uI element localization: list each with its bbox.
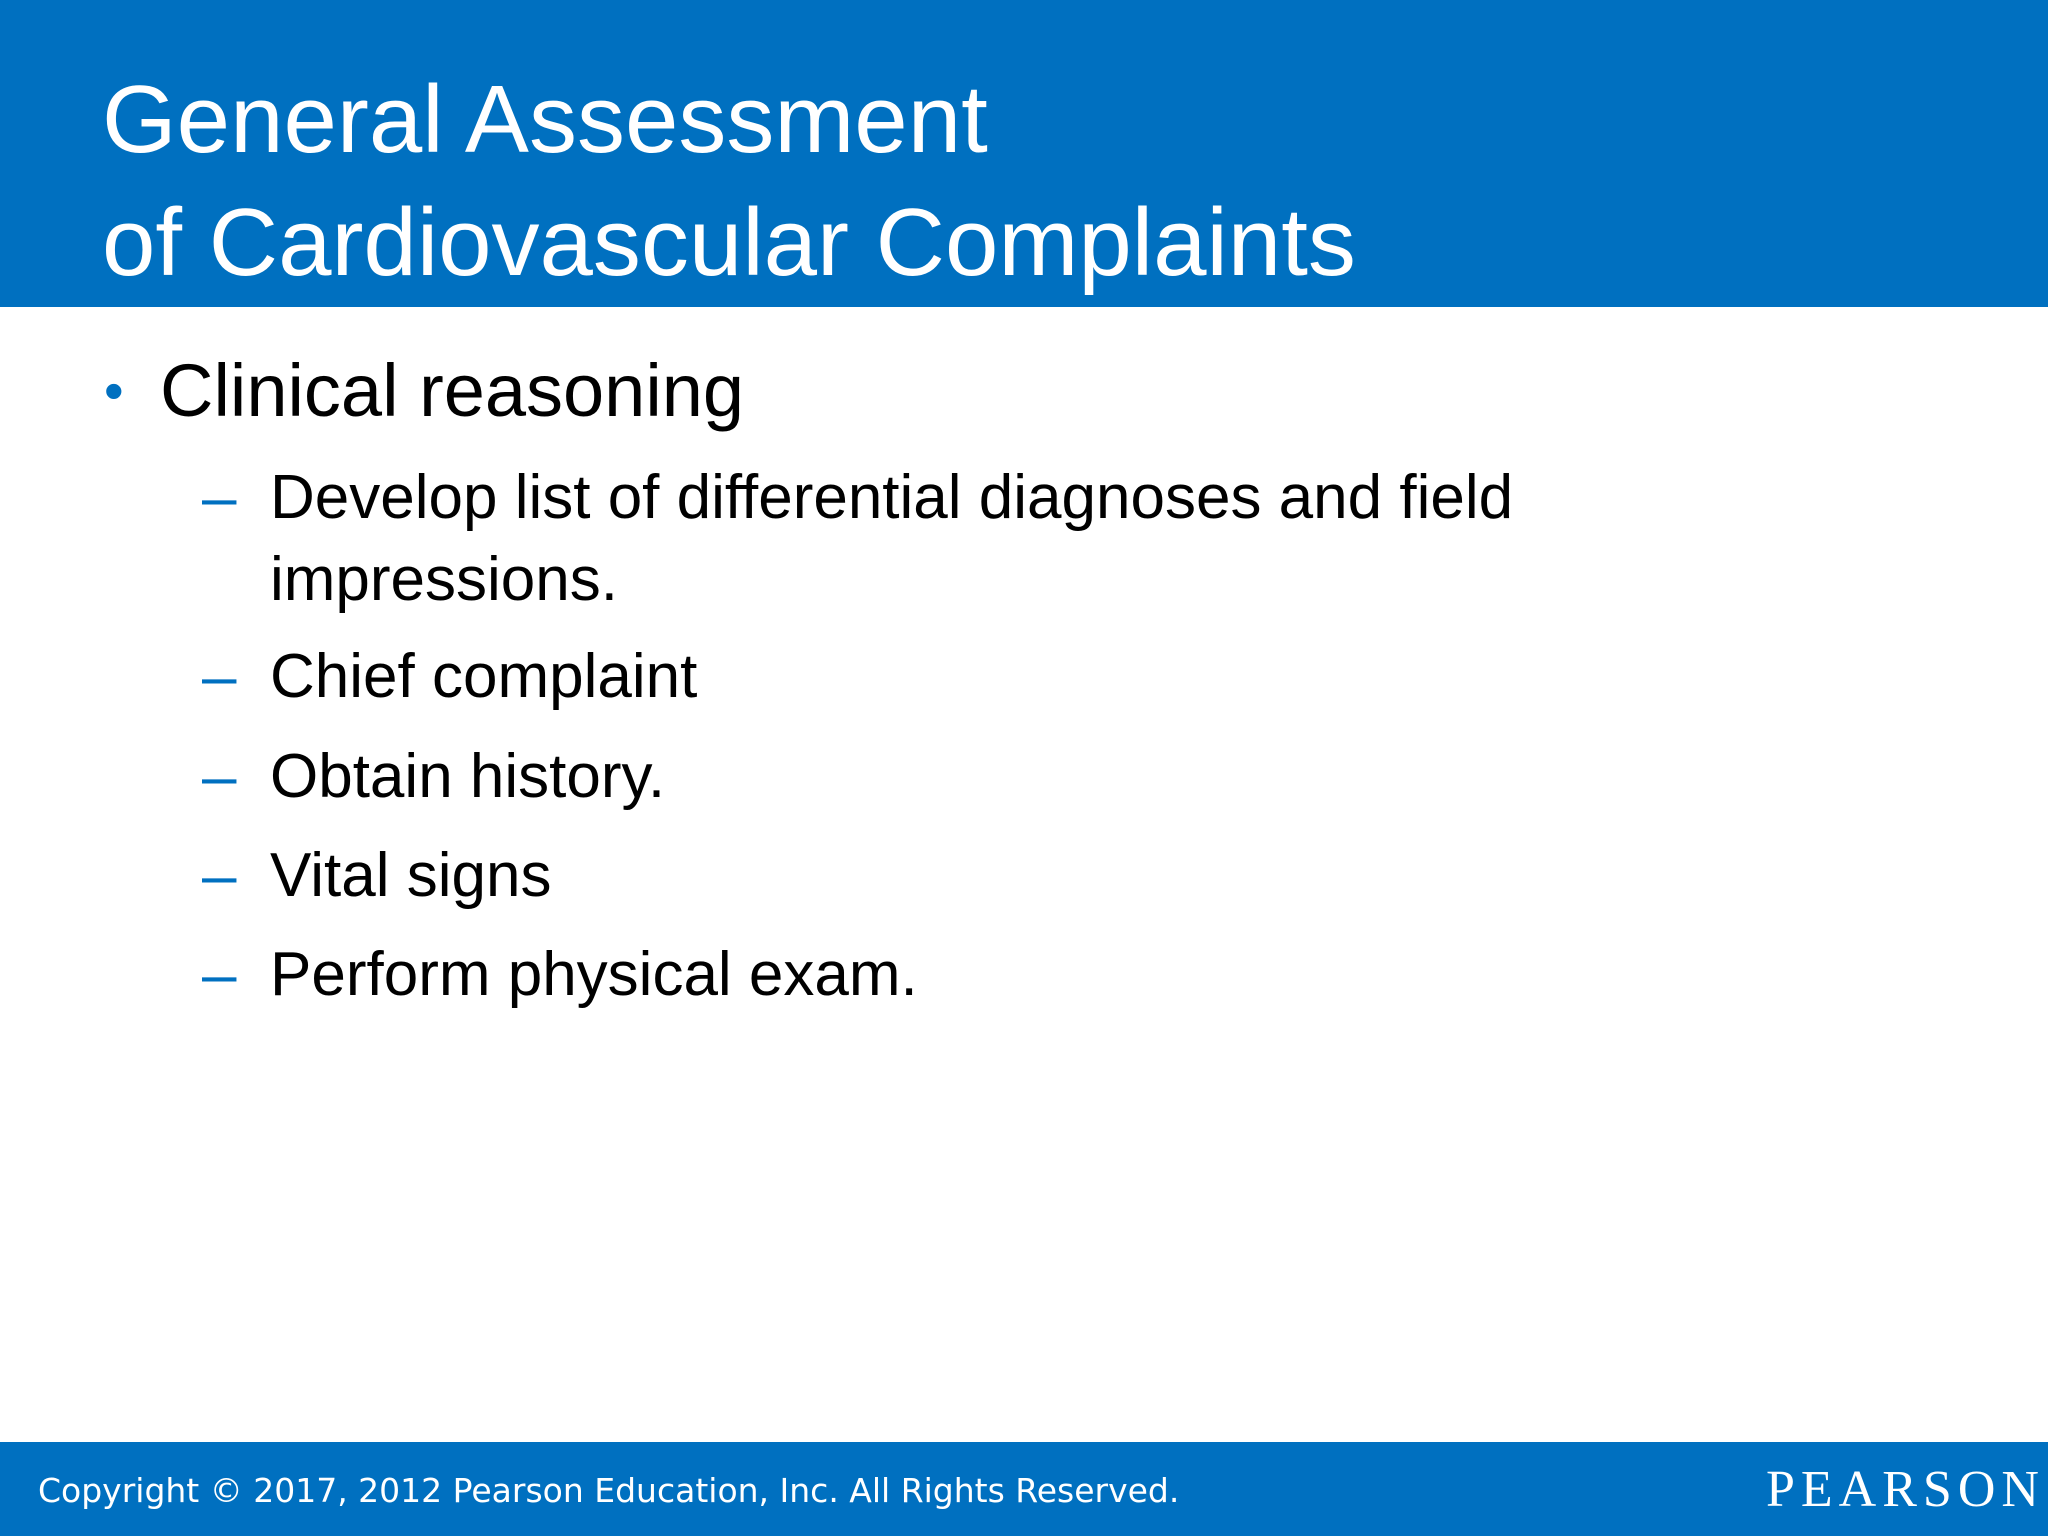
pearson-logo: PEARSON	[1766, 1461, 2045, 1518]
sub-bullet-text: Chief complaint	[270, 642, 698, 711]
dash-icon: –	[202, 642, 237, 711]
dash-icon: –	[202, 940, 237, 1009]
sub-bullet-item	[202, 736, 1770, 818]
sub-bullet-item	[202, 636, 1770, 718]
slide-title	[102, 58, 1356, 304]
sub-bullet-item	[202, 835, 1770, 917]
sub-bullet-item	[202, 934, 1770, 1016]
sub-bullet-text: Perform physical exam.	[270, 940, 918, 1009]
sub-bullet-item	[202, 457, 1770, 621]
slide-title-line-2: of Cardiovascular Complaints	[102, 189, 1356, 296]
dash-icon: –	[202, 742, 237, 811]
dash-icon: –	[202, 841, 237, 910]
title-bar	[0, 0, 2048, 307]
bullet-dot-icon: •	[104, 359, 124, 422]
dash-icon: –	[202, 463, 237, 532]
sub-bullet-text: Obtain history.	[270, 742, 666, 811]
copyright-notice: Copyright © 2017, 2012 Pearson Education, Inc. All Rights Reserved.	[38, 1471, 1180, 1510]
sub-bullet-text: Develop list of differential diagnoses and field impressions.	[270, 463, 1514, 614]
bullet-text: Clinical reasoning	[160, 349, 745, 432]
slide-title-line-1: General Assessment	[102, 66, 988, 173]
bullet-item	[104, 346, 745, 436]
sub-bullet-text: Vital signs	[270, 841, 552, 910]
